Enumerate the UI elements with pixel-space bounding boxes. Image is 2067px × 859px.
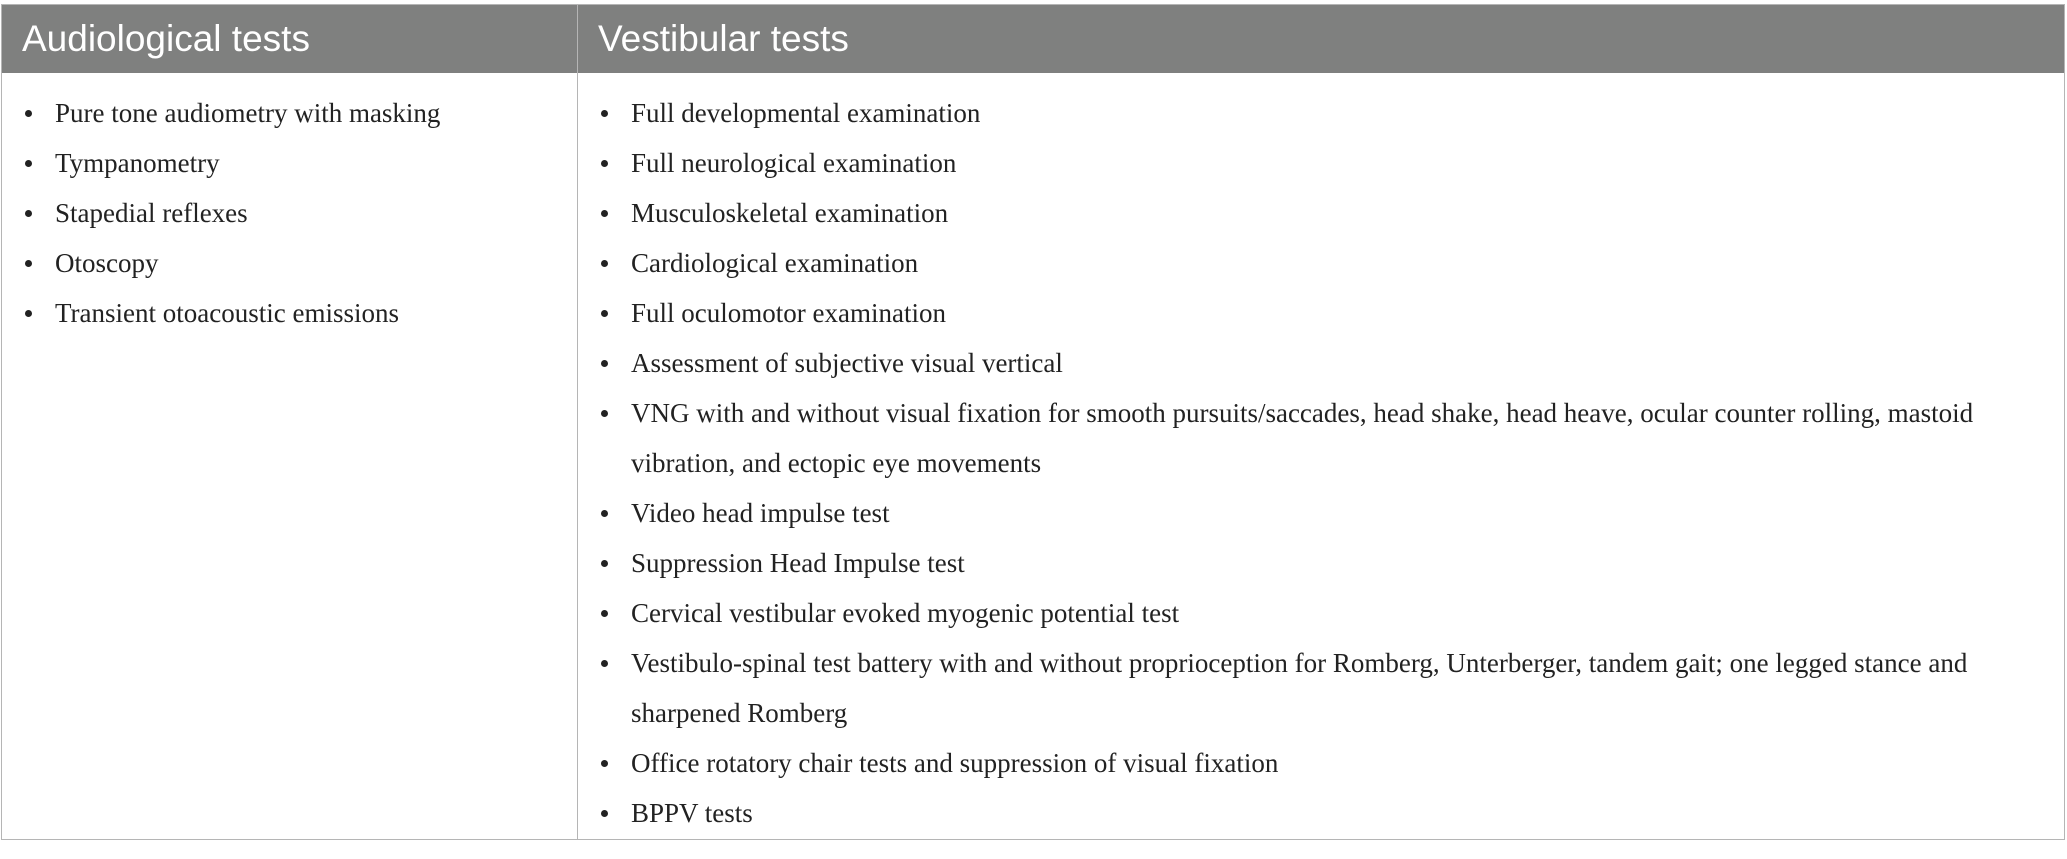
list-item: Vestibulo-spinal test battery with and without proprioception for Romberg, Unterberger, tandem gait; one legged stance and sharpened Romberg: [578, 638, 2064, 738]
vestibular-tests-cell: [578, 73, 2064, 839]
table-header-row: [2, 5, 2064, 73]
list-item: Full neurological examination: [578, 138, 2064, 188]
list-item: Full oculomotor examination: [578, 288, 2064, 338]
list-item: Musculoskeletal examination: [578, 188, 2064, 238]
audiological-tests-list: [2, 88, 577, 338]
header-vestibular-tests: Vestibular tests: [598, 18, 849, 59]
list-item: Video head impulse test: [578, 488, 2064, 538]
table-body-row: [2, 73, 2064, 839]
list-item: Pure tone audiometry with masking: [2, 88, 577, 138]
list-item: Otoscopy: [2, 238, 577, 288]
tests-table: [1, 4, 2065, 840]
list-item: Transient otoacoustic emissions: [2, 288, 577, 338]
list-item: Full developmental examination: [578, 88, 2064, 138]
list-item: BPPV tests: [578, 788, 2064, 838]
header-audiological-tests: Audiological tests: [2, 5, 578, 73]
list-item: Cervical vestibular evoked myogenic potential test: [578, 588, 2064, 638]
list-item: Stapedial reflexes: [2, 188, 577, 238]
audiological-tests-cell: [2, 73, 578, 839]
list-item: Suppression Head Impulse test: [578, 538, 2064, 588]
vestibular-tests-list: [578, 88, 2064, 838]
list-item: Assessment of subjective visual vertical: [578, 338, 2064, 388]
list-item: Office rotatory chair tests and suppression of visual fixation: [578, 738, 2064, 788]
list-item: VNG with and without visual fixation for smooth pursuits/saccades, head shake, head heave, ocular counter rolling, mastoid vibration, and ectopic eye movements: [578, 388, 2064, 488]
list-item: Cardiological examination: [578, 238, 2064, 288]
list-item: Tympanometry: [2, 138, 577, 188]
